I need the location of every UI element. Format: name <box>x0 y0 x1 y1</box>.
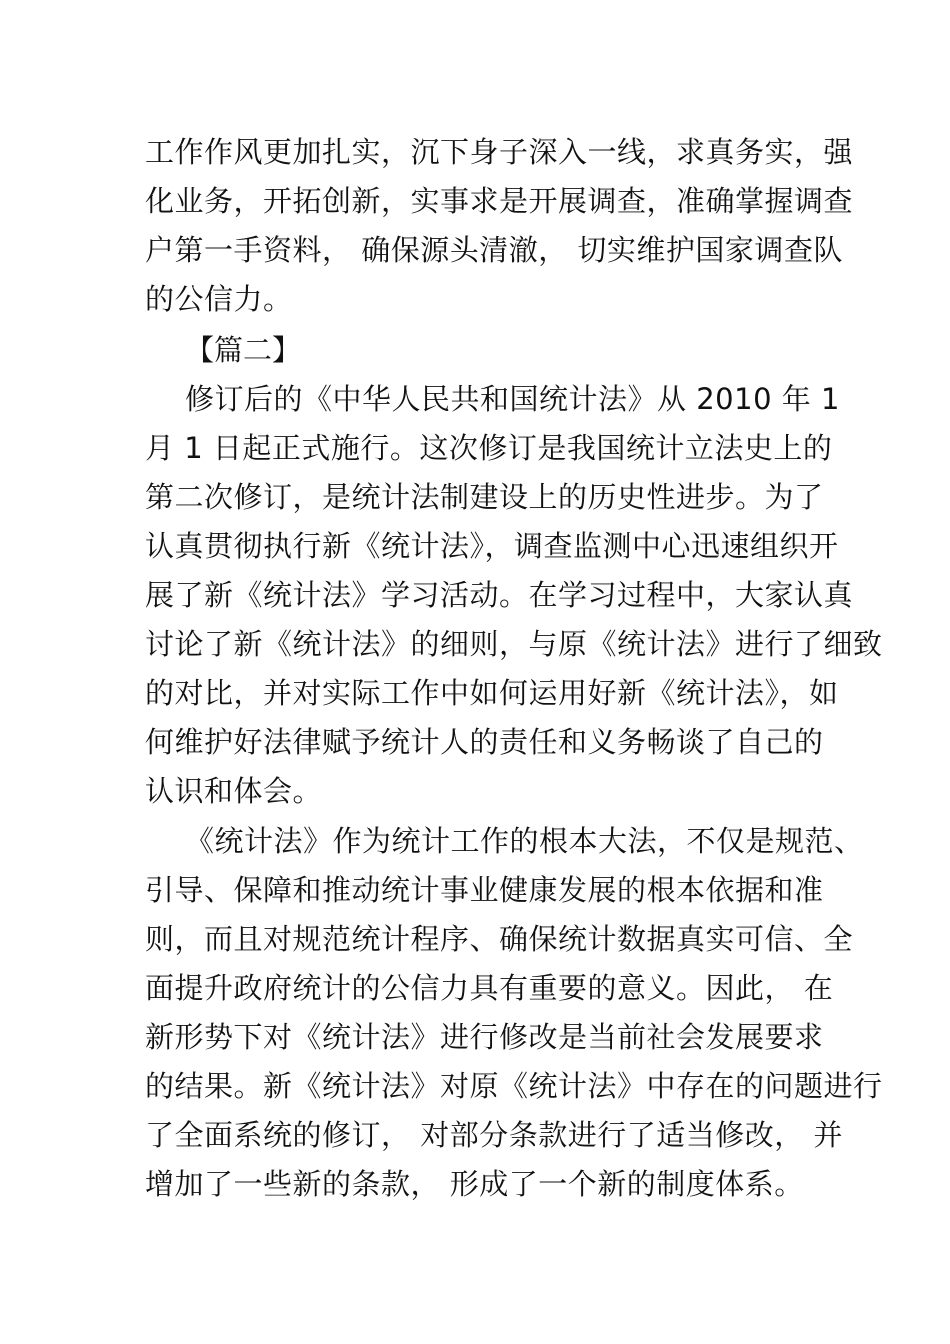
text-line: 户第一手资料， 确保源头清澈， 切实维护国家调查队 <box>145 233 843 267</box>
text-line: 展了新《统计法》学习活动。在学习过程中，大家认真 <box>145 578 854 612</box>
text-line: 的公信力。 <box>145 282 293 316</box>
paragraph-revised-law <box>145 375 883 816</box>
text-line: 工作作风更加扎实，沉下身子深入一线，求真务实，强 <box>145 135 854 169</box>
paragraph-continuation <box>145 128 854 324</box>
text-line: 引导、保障和推动统计事业健康发展的根本依据和准 <box>145 873 824 907</box>
text-line: 认真贯彻执行新《统计法》，调查监测中心迅速组织开 <box>145 529 839 563</box>
paragraph-statistics-law <box>145 817 883 1209</box>
text-line: 了全面系统的修订， 对部分条款进行了适当修改， 并 <box>145 1118 843 1152</box>
text-line: 修订后的《中华人民共和国统计法》从 2010 年 1 <box>185 382 840 416</box>
text-line: 新形势下对《统计法》进行修改是当前社会发展要求 <box>145 1020 824 1054</box>
text-line: 何维护好法律赋予统计人的责任和义务畅谈了自己的 <box>145 725 824 759</box>
text-line: 《统计法》作为统计工作的根本大法，不仅是规范、 <box>185 824 864 858</box>
text-line: 的对比，并对实际工作中如何运用好新《统计法》，如 <box>145 676 839 710</box>
text-line: 增加了一些新的条款， 形成了一个新的制度体系。 <box>145 1167 804 1201</box>
text-line: 面提升政府统计的公信力具有重要的意义。因此， 在 <box>145 971 834 1005</box>
text-line: 第二次修订，是统计法制建设上的历史性进步。为了 <box>145 480 824 514</box>
text-line: 认识和体会。 <box>145 774 323 808</box>
text-line: 讨论了新《统计法》的细则，与原《统计法》进行了细致 <box>145 627 883 661</box>
text-line: 化业务，开拓创新，实事求是开展调查，准确掌握调查 <box>145 184 854 218</box>
text-line: 月 1 日起正式施行。这次修订是我国统计立法史上的 <box>145 431 833 465</box>
section-heading: 【篇二】 <box>185 333 302 367</box>
text-line: 则，而且对规范统计程序、确保统计数据真实可信、全 <box>145 922 854 956</box>
text-line: 的结果。新《统计法》对原《统计法》中存在的问题进行 <box>145 1069 883 1103</box>
